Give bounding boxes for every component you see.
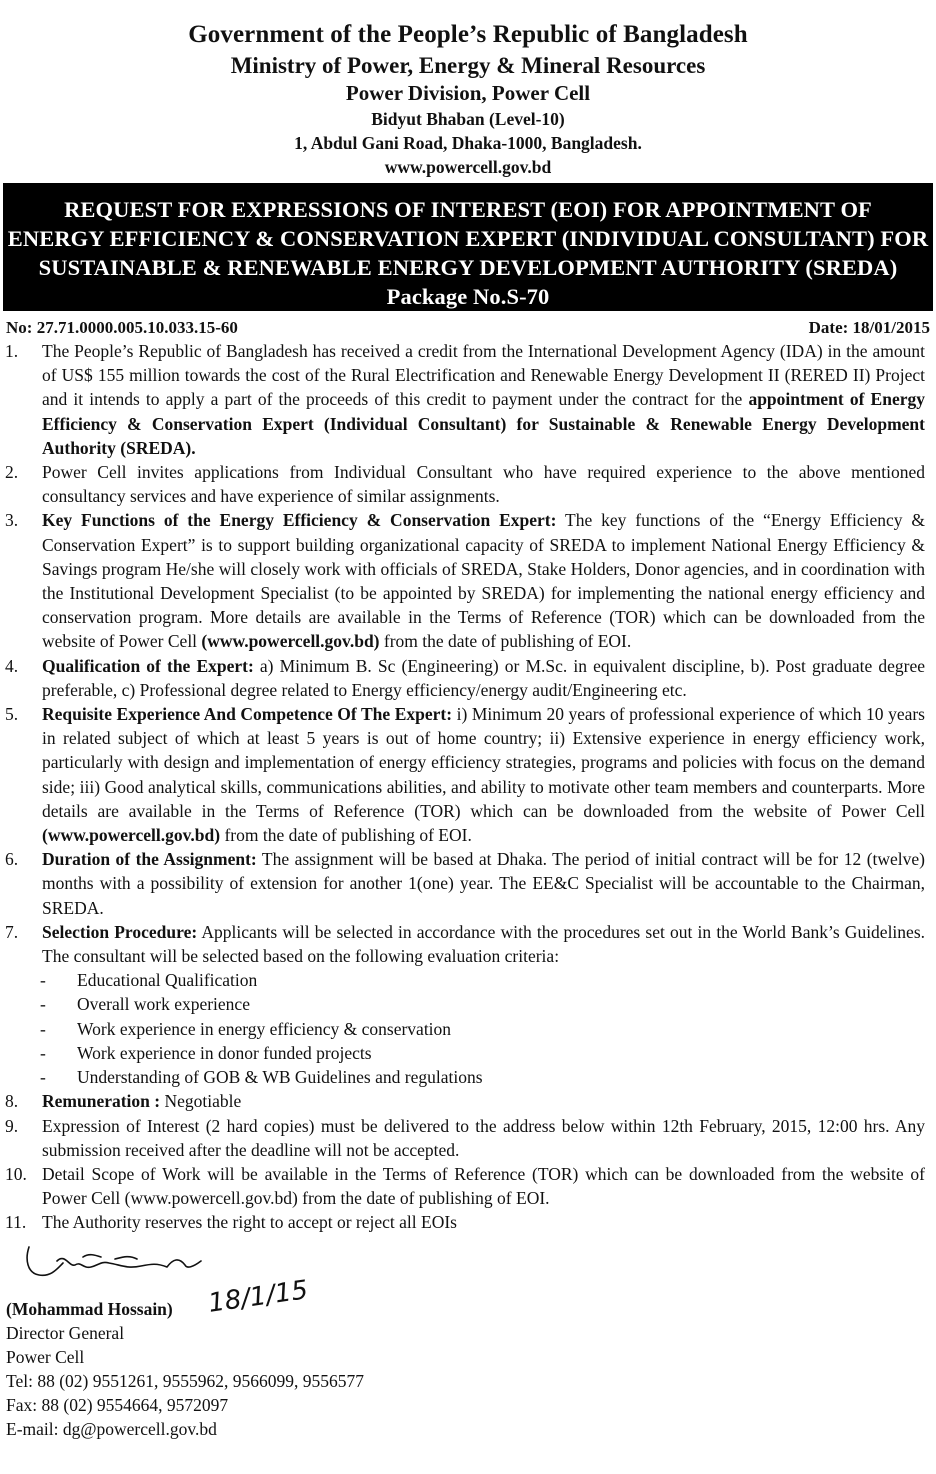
item-text: Expression of Interest (2 hard copies) must be delivered to the address below within 12th February, 2015, 12:00 hrs. Any submission received after the deadline will not be accepted. (42, 1115, 925, 1160)
dash-bullet: - (40, 1067, 46, 1088)
division-title: Power Division, Power Cell (345, 81, 591, 105)
criteria-item (3, 992, 933, 1016)
criteria-item (3, 1065, 933, 1089)
eoi-title-banner (3, 183, 933, 311)
criteria-item (3, 968, 933, 992)
address: 1, Abdul Gani Road, Dhaka-1000, Bangladesh. (294, 133, 642, 153)
reference-number: No: 27.71.0000.005.10.033.15-60 (6, 318, 238, 337)
website: www.powercell.gov.bd (384, 157, 552, 177)
list-item (3, 920, 933, 968)
reference-row (3, 317, 933, 339)
item-heading: Qualification of the Expert: (42, 655, 254, 676)
dash-bullet: - (40, 1018, 46, 1039)
item-text (42, 654, 933, 702)
signature-area (3, 1235, 933, 1297)
list-item (3, 654, 933, 702)
item-number: 11. (5, 1212, 27, 1233)
banner-line-2: ENERGY EFFICIENCY & CONSERVATION EXPERT (INDIVIDUAL CONSULTANT) FOR (7, 226, 929, 251)
item-number: 9. (5, 1115, 19, 1136)
item-heading: Duration of the Assignment: (42, 849, 257, 870)
item-text: The Authority reserves the right to accept or reject all EOIs (42, 1212, 457, 1233)
item-number: 10. (5, 1163, 27, 1184)
criteria-item (3, 1017, 933, 1041)
item-number: 6. (5, 849, 19, 870)
item-text: Detail Scope of Work will be available in the Terms of Reference (TOR) which can be downloaded from the website of Power Cell (www.powercell.gov.bd) from the date of publishing of EOI. (42, 1163, 925, 1209)
item-plain-text: Negotiable (160, 1091, 242, 1112)
item-text: Power Cell invites applications from Individual Consultant who have required experience to the above mentioned consultancy services and have experience of similar assignments. (42, 462, 925, 507)
list-item (3, 339, 933, 460)
item-heading: Remuneration : (42, 1091, 161, 1112)
item-heading: Selection Procedure: (42, 921, 198, 942)
criteria-item (3, 1041, 933, 1065)
item-number: 8. (5, 1091, 19, 1112)
criteria-text: Work experience in donor funded projects (77, 1042, 372, 1063)
item-number: 1. (5, 341, 19, 361)
list-item (3, 702, 933, 847)
item-text (42, 702, 933, 847)
item-bold-text: appointment of Energy Efficiency & Conservation Expert (Individual Consultant) for Sustainable & Renewable Energy Development Authority (SREDA). (42, 389, 925, 458)
list-item (3, 508, 933, 653)
item-plain-text: a) Minimum B. Sc (Engineering) or M.Sc. in equivalent discipline, b). Post graduate degree preferable, c) Professional degree related to Energy efficiency/energy audit/Engineering etc. (42, 655, 925, 700)
list-item (3, 1114, 933, 1162)
item-number: 4. (5, 655, 19, 676)
criteria-text: Educational Qualification (77, 970, 258, 991)
signatory-name-line (3, 1274, 933, 1321)
government-title: Government of the People’s Republic of Bangladesh (188, 21, 748, 48)
item-heading: Key Functions of the Energy Efficiency & Conservation Expert: (42, 510, 557, 531)
item-number: 3. (5, 510, 19, 531)
fax: Fax: 88 (02) 9554664, 9572097 (6, 1394, 229, 1415)
banner-line-3: SUSTAINABLE & RENEWABLE ENERGY DEVELOPMENT AUTHORITY (SREDA) (38, 255, 898, 280)
email: E-mail: dg@powercell.gov.bd (6, 1418, 217, 1439)
package-number: Package No.S-70 (386, 284, 550, 309)
dash-bullet: - (40, 970, 46, 991)
item-plain-text: The assignment will be based at Dhaka. The period of initial contract will be for 12 (twelve) months with a possibility of extension for another 1(one) year. The EE&C Specialist will be accountable to the Chairman, SREDA. (42, 849, 926, 918)
website-ref: (www.powercell.gov.bd) (201, 631, 380, 652)
ministry-title: Ministry of Power, Energy & Mineral Resources (230, 53, 706, 78)
signatory-title: Director General (6, 1322, 125, 1343)
item-plain-text: from the date of publishing of EOI. (220, 825, 472, 846)
notice-body (3, 339, 933, 1235)
banner-line-1: REQUEST FOR EXPRESSIONS OF INTEREST (EOI) FOR APPOINTMENT OF (64, 197, 872, 222)
criteria-text: Overall work experience (77, 994, 250, 1015)
item-text (42, 508, 933, 653)
item-plain-text: The People’s Republic of Bangladesh has received a credit from the International Development Agency (IDA) in the amount of US$ 155 million towards the cost of the Rural Electrification and Renewable Energy Development II (RERED II) Project and it intends to apply a part of the proceeds of this credit to payment under the contract for the (42, 341, 925, 410)
criteria-text: Understanding of GOB & WB Guidelines and regulations (77, 1067, 483, 1088)
item-text (42, 920, 933, 968)
item-plain-text: from the date of publishing of EOI. (379, 631, 632, 652)
item-heading: Requisite Experience And Competence Of The Expert: (42, 704, 453, 725)
handwritten-date: 18/1/15 (206, 1274, 310, 1319)
building-name: Bidyut Bhaban (Level-10) (371, 109, 565, 129)
item-number: 5. (5, 704, 19, 725)
dash-bullet: - (40, 994, 46, 1015)
item-number: 7. (5, 921, 19, 942)
notice-date: Date: 18/01/2015 (808, 318, 930, 337)
item-text (42, 1089, 933, 1113)
item-plain-text: The key functions of the “Energy Efficiency & Conservation Expert” is to support building organizational capacity of SREDA to implement National Energy Efficiency & Savings program He/she will closely work with officials of SREDA, Stake Holders, Donor agencies, and in coordination with the Institutional Development Specialist (to be appointed by SREDA) for implementing the national energy efficiency and conservation program. More details are available in the Terms of Reference (TOR) which can be downloaded from the website of Power Cell (42, 510, 925, 652)
list-item (3, 1210, 933, 1234)
telephone: Tel: 88 (02) 9551261, 9555962, 9566099, 9556577 (6, 1370, 364, 1391)
list-item (3, 1089, 933, 1113)
dash-bullet: - (40, 1042, 46, 1063)
handwritten-signature-icon (17, 1239, 217, 1295)
item-plain-text: Applicants will be selected in accordance with the procedures set out in the World Bank’s Guidelines. The consultant will be selected based on the following evaluation criteria: (42, 921, 925, 967)
website-ref: (www.powercell.gov.bd) (42, 825, 221, 846)
list-item (3, 1162, 933, 1210)
letterhead (3, 0, 933, 179)
item-text (42, 339, 933, 460)
signatory-name: (Mohammad Hossain) (6, 1298, 173, 1319)
list-item (3, 460, 933, 508)
criteria-text: Work experience in energy efficiency & conservation (77, 1018, 452, 1039)
signatory-org: Power Cell (6, 1346, 85, 1367)
item-plain-text: i) Minimum 20 years of professional experience of which 10 years in related subject of which at least 5 years is out of home country; ii) Extensive experience in energy efficiency work, particularly with design and implementation of energy efficiency strategies, programs and policies with focus on the demand side; iii) Good analytical skills, communications abilities, and ability to motivate other team members and counterparts. More details are available in the Terms of Reference (TOR) which can be downloaded from the website of Power Cell (42, 704, 925, 821)
item-number: 2. (5, 462, 19, 483)
list-item (3, 847, 933, 920)
item-text (42, 847, 933, 920)
